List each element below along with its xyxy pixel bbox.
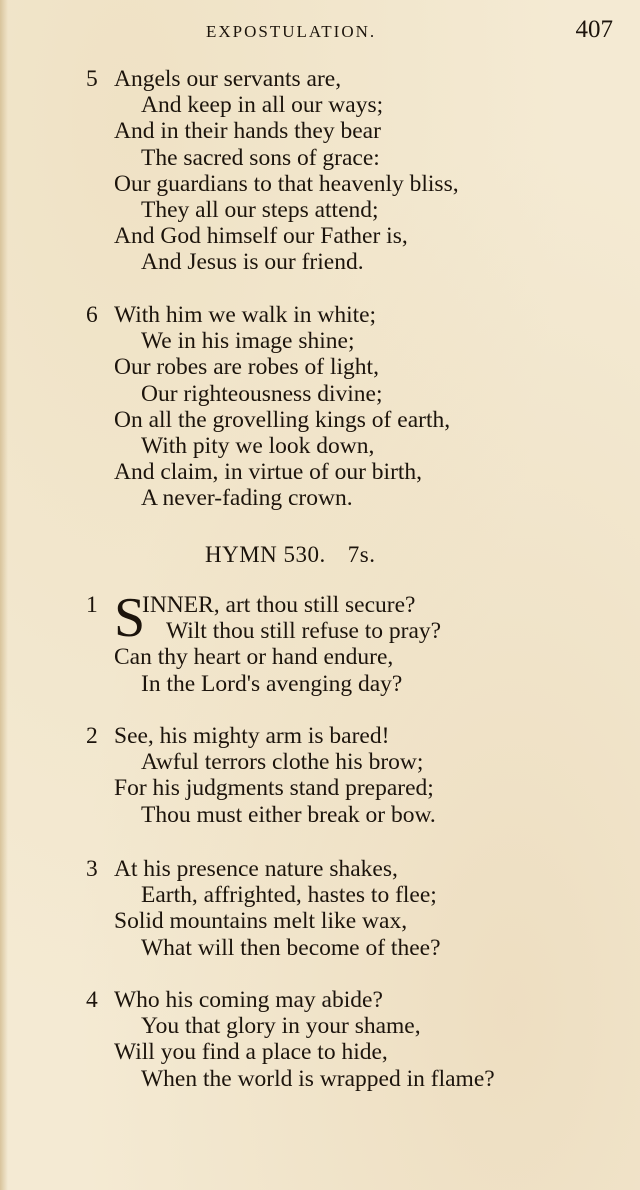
verse-line: And God himself our Father is, bbox=[114, 223, 408, 250]
verse-text: See, his mighty arm is bared! bbox=[114, 723, 390, 749]
verse-text: Who his coming may abide? bbox=[114, 987, 383, 1013]
verse-line: For his judgments stand prepared; bbox=[114, 775, 434, 802]
verse-line: What will then become of thee? bbox=[141, 934, 441, 961]
verse-line: We in his image shine; bbox=[141, 328, 355, 355]
verse-line: You that glory in your shame, bbox=[141, 1013, 421, 1040]
stanza-number: 4 bbox=[86, 987, 98, 1013]
verse-line: With pity we look down, bbox=[141, 432, 375, 459]
verse-line: In the Lord's avenging day? bbox=[141, 670, 403, 697]
verse-line: Our righteousness divine; bbox=[141, 380, 383, 407]
page-spine-shadow bbox=[0, 0, 8, 1190]
hymn-meter: 7s. bbox=[347, 542, 376, 567]
verse-line bbox=[86, 66, 616, 92]
verse-line bbox=[86, 987, 616, 1013]
verse-line: Thou must either break or bow. bbox=[141, 801, 436, 828]
stanza-number: 3 bbox=[86, 856, 98, 882]
stanza-5 bbox=[86, 66, 616, 276]
verse-line: Wilt thou still refuse to pray? bbox=[166, 618, 442, 645]
verse-line: Our guardians to that heavenly bliss, bbox=[114, 170, 459, 197]
verse-text: Angels our servants are, bbox=[114, 66, 342, 92]
hymn-title: HYMN 530. bbox=[205, 542, 326, 567]
verse-line bbox=[86, 302, 616, 328]
running-head: EXPOSTULATION. bbox=[206, 22, 377, 41]
stanza-number: 6 bbox=[86, 302, 98, 328]
verse-line: A never-fading crown. bbox=[141, 485, 353, 512]
verse-line: Our robes are robes of light, bbox=[114, 354, 379, 381]
verse-3 bbox=[86, 856, 616, 961]
verse-line: On all the grovelling kings of earth, bbox=[114, 406, 451, 433]
stanza-number: 1 bbox=[86, 592, 98, 618]
verse-line: And keep in all our ways; bbox=[141, 92, 384, 119]
stanza-number: 2 bbox=[86, 723, 98, 749]
verse-line: Can thy heart or hand endure, bbox=[114, 644, 394, 671]
verse-line bbox=[86, 592, 616, 618]
verse-line: And claim, in virtue of our birth, bbox=[114, 459, 423, 486]
verse-line: And in their hands they bear bbox=[114, 118, 381, 145]
page-number: 407 bbox=[575, 16, 613, 43]
verse-line: Awful terrors clothe his brow; bbox=[141, 749, 424, 776]
verse-4 bbox=[86, 987, 616, 1092]
verse-text: With him we walk in white; bbox=[114, 302, 377, 328]
verse-line: When the world is wrapped in flame? bbox=[141, 1065, 495, 1092]
drop-cap: S bbox=[114, 587, 146, 649]
verse-line: The sacred sons of grace: bbox=[141, 144, 380, 171]
verse-text: INNER, art thou still secure? bbox=[142, 592, 416, 618]
stanza-number: 5 bbox=[86, 66, 98, 92]
verse-line bbox=[86, 723, 616, 749]
verse-line: And Jesus is our friend. bbox=[141, 249, 364, 276]
verse-text: At his presence nature shakes, bbox=[114, 856, 398, 882]
verse-1 bbox=[86, 587, 616, 697]
verse-line: Solid mountains melt like wax, bbox=[114, 908, 408, 935]
verse-line: Earth, affrighted, hastes to flee; bbox=[141, 882, 437, 909]
verse-line: They all our steps attend; bbox=[141, 196, 379, 223]
verse-line: Will you find a place to hide, bbox=[114, 1039, 388, 1066]
hymn-heading bbox=[205, 542, 375, 568]
verse-line bbox=[86, 856, 616, 882]
verse-2 bbox=[86, 723, 616, 828]
stanza-6 bbox=[86, 302, 616, 512]
